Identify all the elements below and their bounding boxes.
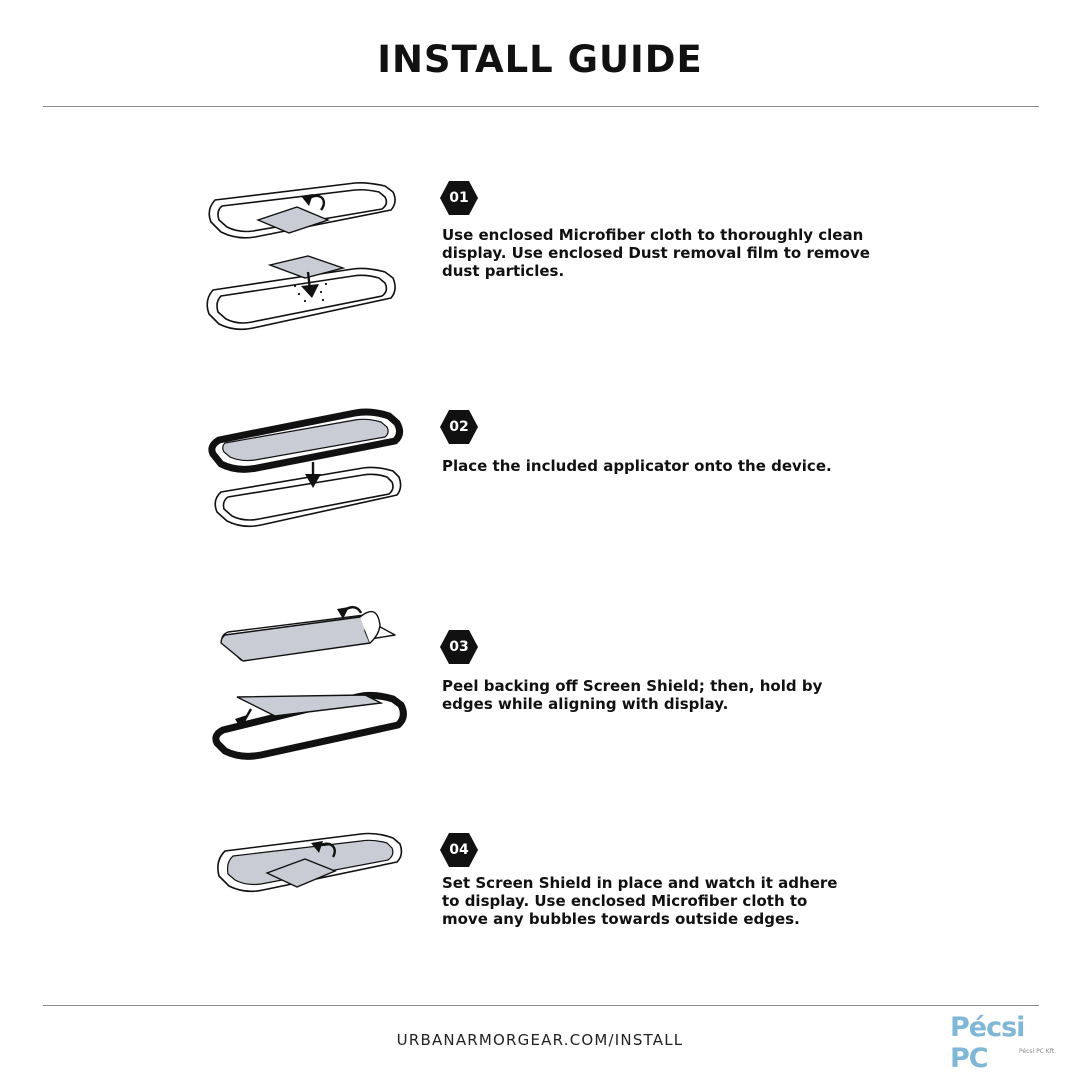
step-number-3: 03 — [449, 639, 469, 655]
step-4-illustration — [195, 825, 425, 900]
step-2-illustration — [195, 400, 425, 540]
step-text-1: Use enclosed Microfiber cloth to thoroughly clean display. Use enclosed Dust removal film to remove dust particles. — [442, 226, 870, 280]
step-number-2: 02 — [449, 419, 469, 435]
step-1-illustration — [195, 170, 425, 340]
step-number-4: 04 — [449, 842, 469, 858]
step-badge-2 — [440, 410, 478, 444]
bottom-divider — [43, 1005, 1039, 1006]
step-badge-4 — [440, 833, 478, 867]
top-divider — [43, 106, 1039, 107]
step-number-1: 01 — [449, 190, 469, 206]
logo-subtext: Pécsi PC Kft. — [1018, 1048, 1056, 1055]
step-3-illustration — [195, 595, 425, 765]
logo-text: Pécsi PC — [950, 1012, 1025, 1074]
page-title: INSTALL GUIDE — [377, 38, 703, 81]
step-text-4: Set Screen Shield in place and watch it adhere to display. Use enclosed Microfiber cloth to move any bubbles towards outside edges. — [442, 874, 838, 928]
step-badge-1 — [440, 181, 478, 215]
step-text-3: Peel backing off Screen Shield; then, hold by edges while aligning with display. — [442, 677, 823, 713]
footer-url[interactable]: URBANARMORGEAR.COM/INSTALL — [396, 1031, 684, 1049]
step-text-2: Place the included applicator onto the device. — [442, 457, 832, 475]
step-badge-3 — [440, 630, 478, 664]
pecsi-pc-logo — [948, 1006, 1060, 1074]
